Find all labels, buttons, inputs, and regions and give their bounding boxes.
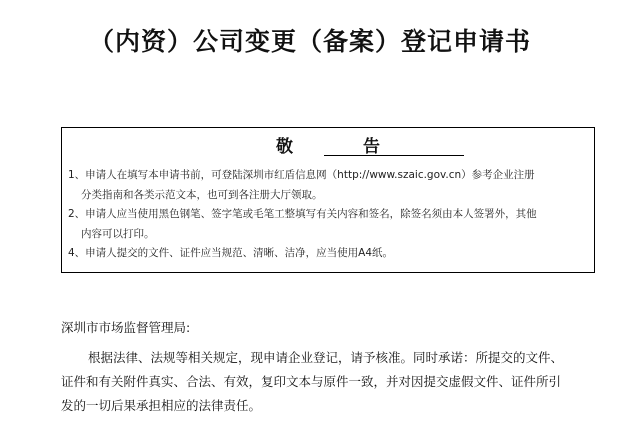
notice-item-2-continued: 内容可以打印。 — [81, 227, 155, 240]
addressee: 深圳市市场监督管理局: — [61, 320, 191, 335]
notice-item-4: 4、申请人提交的文件、证件应当规范、清晰、洁净，应当使用A4纸。 — [68, 247, 394, 259]
declaration-paragraph — [61, 346, 606, 418]
notice-item-2: 2、申请人应当使用黑色钢笔、签字笔或毛笔工整填写有关内容和签名，除签名须由本人签署外，其他 — [68, 208, 537, 220]
notice-item-1: 1、申请人在填写本申请书前，可登陆深圳市红盾信息网（http://www.szaic.gov.cn）参考企业注册 — [68, 169, 535, 181]
notice-item-1-continued: 分类指南和各类示范文本，也可到各注册大厅领取。 — [81, 188, 323, 201]
document-title: （内资）公司变更（备案）登记申请书 — [88, 27, 531, 56]
notice-heading: 敬告 — [276, 137, 450, 157]
declaration-line-1: 根据法律、法规等相关规定，现申请企业登记，请予核准。同时承诺：所提交的文件、 — [88, 350, 564, 365]
notice-heading-underline — [324, 155, 464, 156]
notice-box — [61, 127, 595, 273]
notice-list — [68, 166, 588, 264]
declaration-line-3: 发的一切后果承担相应的法律责任。 — [61, 398, 262, 413]
declaration-line-2: 证件和有关附件真实、合法、有效，复印文本与原件一致，并对因提交虚假文件、证件所引 — [61, 374, 562, 389]
